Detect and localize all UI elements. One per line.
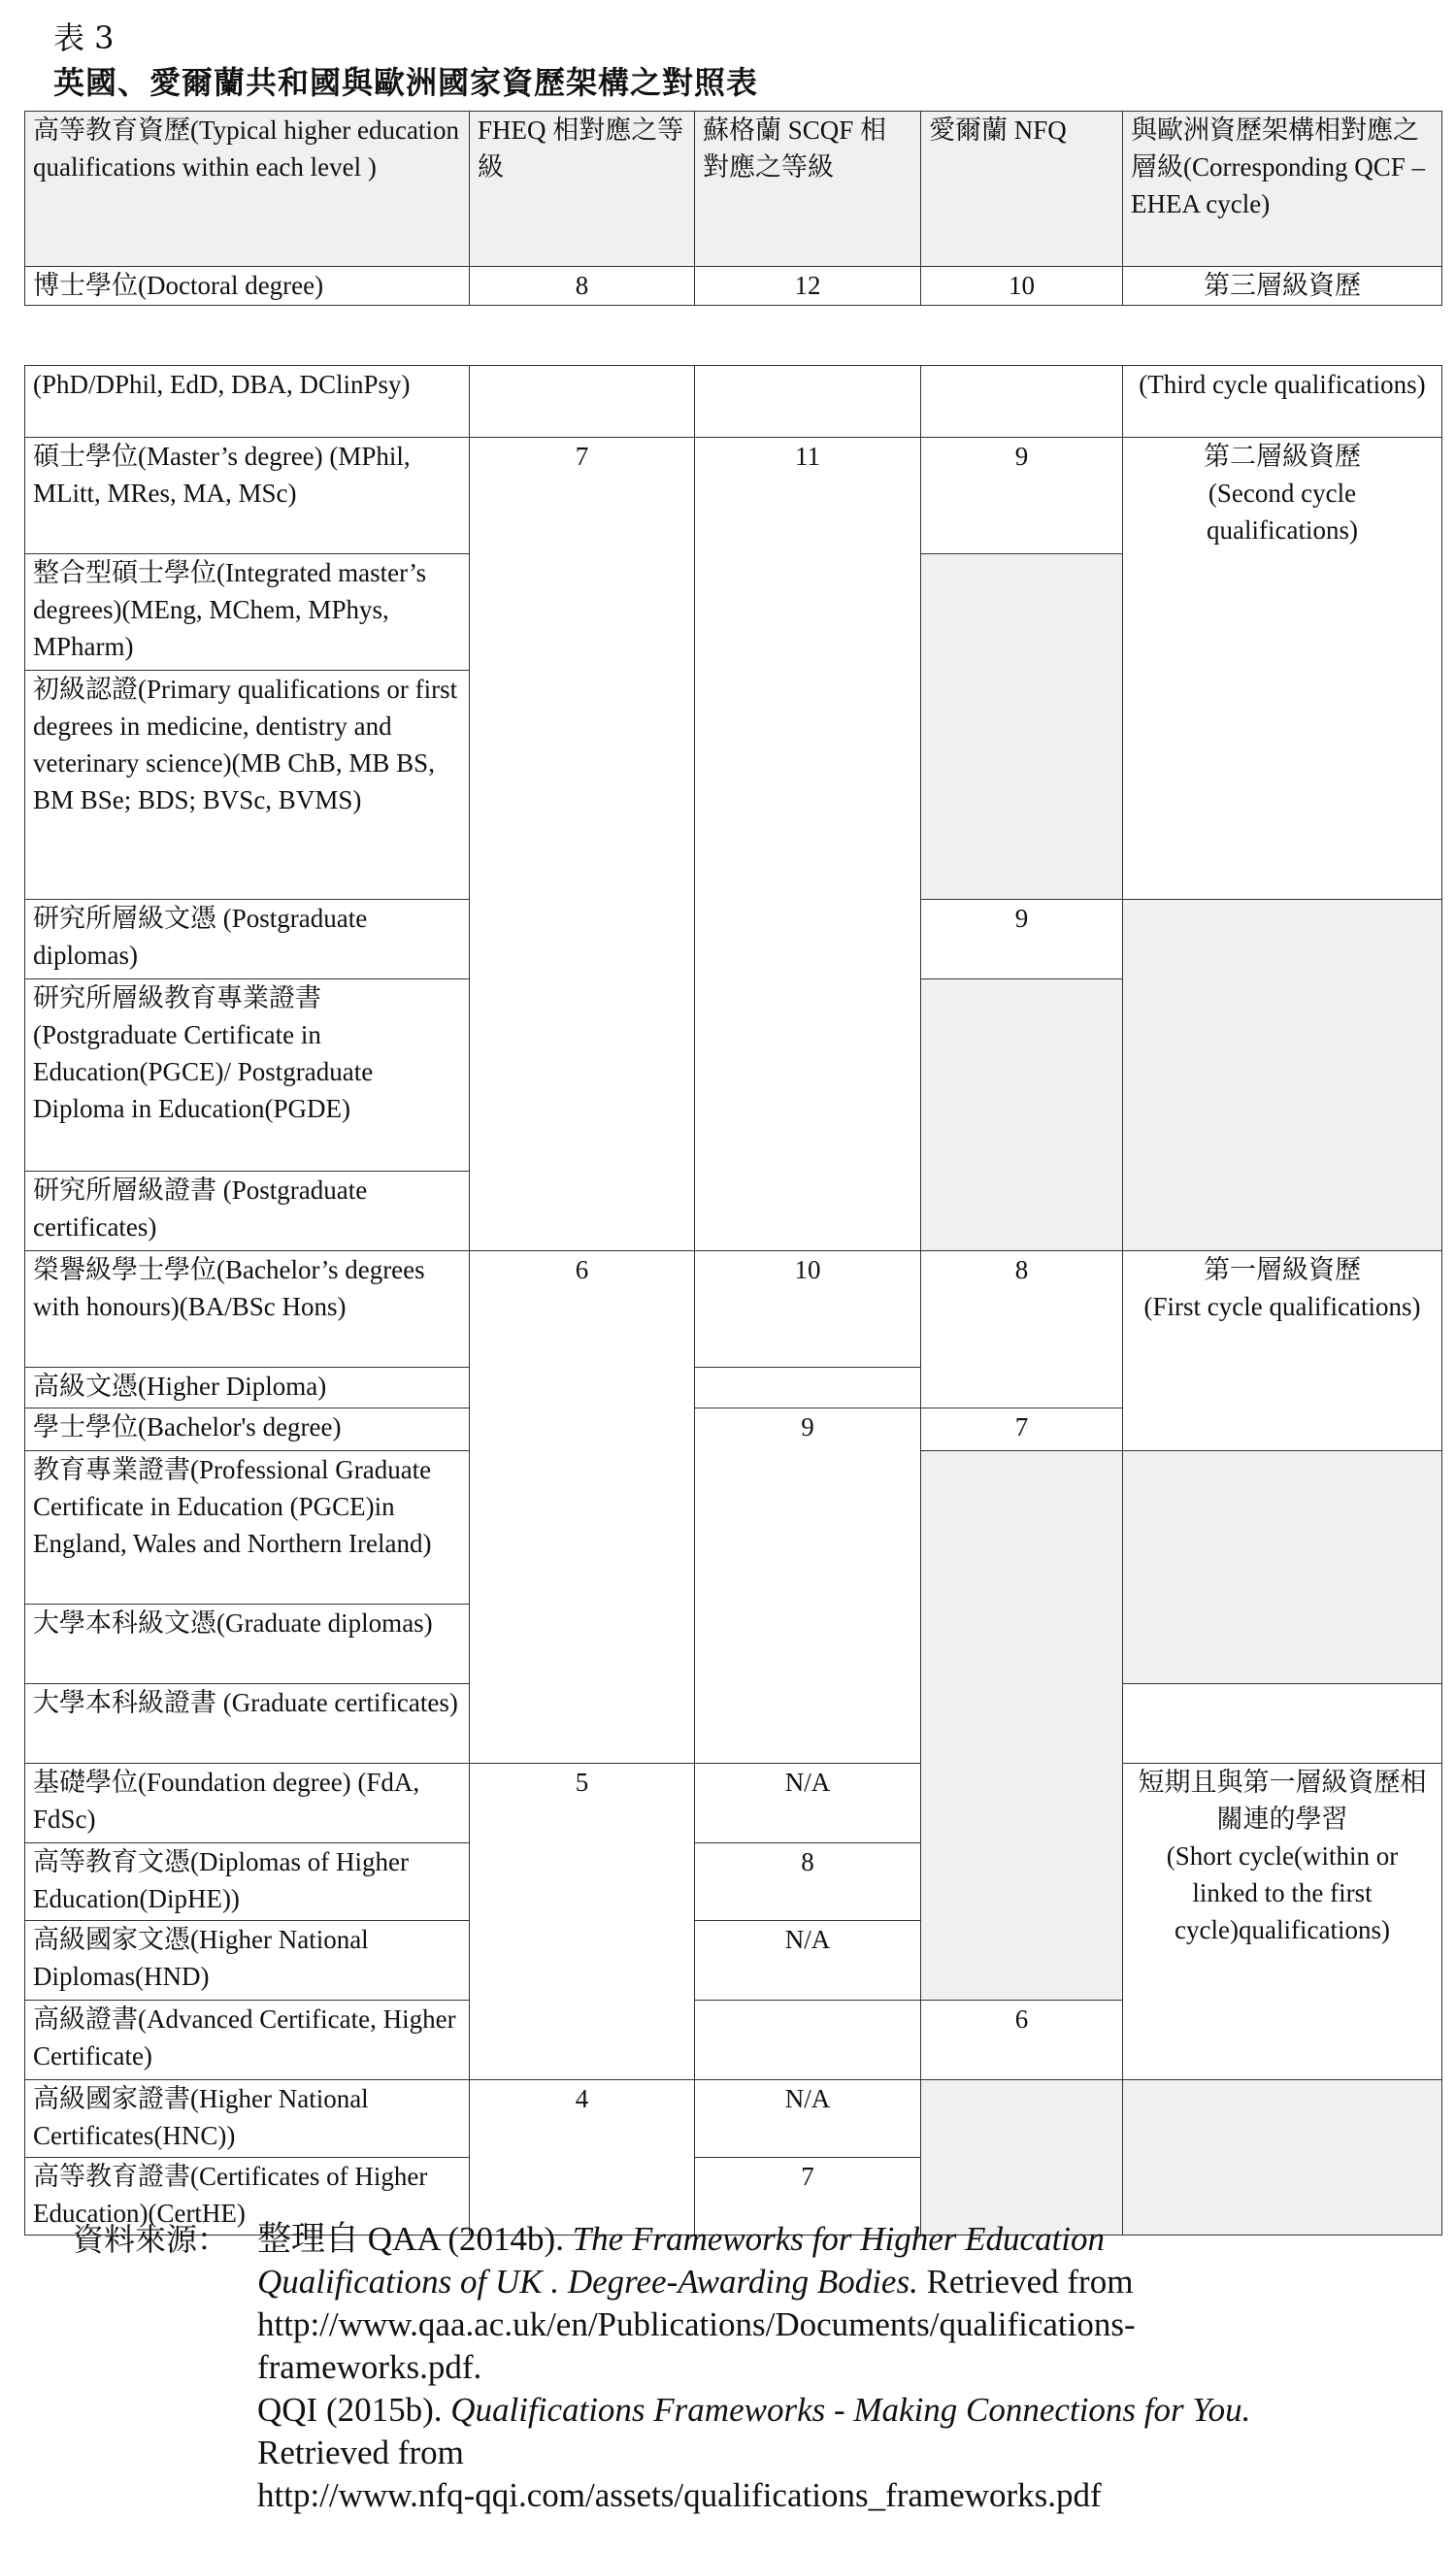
table-title: 英國、愛爾蘭共和國與歐洲國家資歷架構之對照表 (53, 64, 759, 101)
empty-cell (470, 979, 695, 1172)
qual-dip-he: 高等教育文憑(Diplomas of Higher Education(DipHE)) (25, 1843, 470, 1921)
nfq-7: 7 (921, 1408, 1123, 1451)
empty-cell (921, 554, 1123, 671)
table-row (25, 554, 1442, 671)
nfq-10: 10 (921, 267, 1123, 306)
table-row (25, 1251, 1442, 1368)
header-cycle: 與歐洲資歷架構相對應之層級(Corresponding QCF –EHEA cycle) (1123, 112, 1442, 267)
scqf-na-3: N/A (695, 2080, 921, 2158)
empty-cell (1123, 671, 1442, 900)
source-url-qaa-1: http://www.qaa.ac.uk/en/Publications/Documents/qualifications- (257, 2305, 1136, 2343)
qual-hnd: 高級國家文憑(Higher National Diplomas(HND) (25, 1921, 470, 2001)
cycle-third-zh: 第三層級資歷 (1123, 267, 1442, 306)
source-qaa-prefix: 整理自 QAA (2014b). (257, 2220, 573, 2258)
source-line-5 (257, 2389, 1432, 2432)
qual-advanced: 高級證書(Advanced Certificate, Higher Certificate) (25, 2001, 470, 2080)
nfq-9b: 9 (921, 900, 1123, 979)
empty-cell (921, 1172, 1123, 1251)
empty-cell (470, 1451, 695, 1605)
source-qqi-title: Qualifications Frameworks - Making Connections for You. (450, 2391, 1251, 2429)
qual-prof-grad: 教育專業證書(Professional Graduate Certificate in Education (PGCE)in England, Wales and Northern Ireland) (25, 1451, 470, 1605)
table-row (25, 1408, 1442, 1451)
cycle-short-en: (Short cycle(within or linked to the first cycle)qualifications) (1166, 1841, 1399, 1944)
qual-grad-cert: 大學本科級證書 (Graduate certificates) (25, 1684, 470, 1764)
fheq-8: 8 (470, 267, 695, 306)
header-scqf: 蘇格蘭 SCQF 相對應之等級 (695, 112, 921, 267)
table-row (25, 1368, 1442, 1408)
cycle-second-zh: 第二層級資歷 (1204, 442, 1361, 471)
table-row (25, 1684, 1442, 1764)
scqf-11: 11 (695, 438, 921, 554)
qual-grad-diploma: 大學本科級文憑(Graduate diplomas) (25, 1605, 470, 1684)
source-qaa-title-1: The Frameworks for Higher Education (572, 2220, 1106, 2258)
table-row (25, 366, 1442, 438)
qual-doctoral-cont: (PhD/DPhil, EdD, DBA, DClinPsy) (25, 366, 470, 438)
empty-cell (921, 1684, 1123, 1764)
empty-cell (1123, 1172, 1442, 1251)
cycle-second (1123, 438, 1442, 554)
empty-cell (470, 900, 695, 979)
source-qqi-prefix: QQI (2015b). (257, 2391, 451, 2429)
empty-cell (470, 2001, 695, 2080)
empty-cell (921, 1764, 1123, 1843)
qual-hnc: 高級國家證書(Higher National Certificates(HNC)) (25, 2080, 470, 2158)
table-number: 表 3 (53, 19, 115, 56)
empty-cell (921, 671, 1123, 900)
fheq-5: 5 (470, 1764, 695, 1843)
source-retrieved-1: Retrieved from (917, 2263, 1134, 2301)
table-header-row (25, 112, 1442, 267)
source-line-1 (257, 2218, 1432, 2261)
empty-cell (1123, 979, 1442, 1172)
fheq-6: 6 (470, 1251, 695, 1368)
empty-cell (921, 979, 1123, 1172)
table-row (25, 438, 1442, 554)
table-row (25, 2080, 1442, 2158)
fheq-7: 7 (470, 438, 695, 554)
qual-master: 碩士學位(Master’s degree) (MPhil, MLitt, MRes, MA, MSc) (25, 438, 470, 554)
empty-cell (470, 1921, 695, 2001)
nfq-8: 8 (921, 1251, 1123, 1368)
source-qaa-title-2: Qualifications of UK . Degree-Awarding Bodies. (257, 2263, 918, 2301)
empty-cell (470, 1172, 695, 1251)
empty-cell (695, 671, 921, 900)
header-nfq: 愛爾蘭 NFQ (921, 112, 1123, 267)
nfq-6: 6 (921, 2001, 1123, 2080)
qual-doctoral: 博士學位(Doctoral degree) (25, 267, 470, 306)
empty-cell (921, 1368, 1123, 1408)
table-row (25, 1605, 1442, 1684)
table-row (25, 671, 1442, 900)
qual-foundation: 基礎學位(Foundation degree) (FdA, FdSc) (25, 1764, 470, 1843)
cycle-first-zh: 第一層級資歷 (1204, 1255, 1361, 1284)
empty-cell (1123, 2080, 1442, 2158)
empty-cell (695, 2001, 921, 2080)
scqf-9: 9 (695, 1408, 921, 1451)
cycle-first (1123, 1251, 1442, 1368)
page-gap-row (25, 306, 1442, 366)
cycle-short-zh: 短期且與第一層級資歷相關連的學習 (1138, 1768, 1427, 1834)
cycle-first-en: (First cycle qualifications) (1143, 1292, 1421, 1321)
cycle-third-en: (Third cycle qualifications) (1123, 366, 1442, 438)
empty-cell (1123, 1684, 1442, 1764)
qual-pgce: 研究所層級教育專業證書(Postgraduate Certificate in Education(PGCE)/ Postgraduate Diploma in Education(PGDE) (25, 979, 470, 1172)
empty-cell (695, 1451, 921, 1605)
empty-cell (470, 366, 695, 438)
qual-pg-diploma: 研究所層級文憑 (Postgraduate diplomas) (25, 900, 470, 979)
empty-cell (470, 1605, 695, 1684)
source-line-2 (257, 2261, 1432, 2303)
empty-cell (1123, 1451, 1442, 1605)
empty-cell (470, 1684, 695, 1764)
cycle-short (1123, 1764, 1442, 2080)
qual-higher-diploma: 高級文憑(Higher Diploma) (25, 1368, 470, 1408)
scqf-10: 10 (695, 1251, 921, 1368)
empty-cell (470, 1368, 695, 1408)
table-row (25, 900, 1442, 979)
empty-cell (921, 1921, 1123, 2001)
qual-cert-he: 高等教育證書(Certificates of Higher Education)(CertHE) (25, 2158, 470, 2236)
empty-cell (470, 554, 695, 671)
empty-cell (695, 1368, 921, 1408)
empty-cell (695, 900, 921, 979)
scqf-12: 12 (695, 267, 921, 306)
table-row (25, 1764, 1442, 1843)
scqf-na-1: N/A (695, 1764, 921, 1843)
table-row (25, 1451, 1442, 1605)
nfq-9: 9 (921, 438, 1123, 554)
qual-bachelor: 學士學位(Bachelor's degree) (25, 1408, 470, 1451)
qual-honours: 榮譽級學士學位(Bachelor’s degrees with honours)(BA/BSc Hons) (25, 1251, 470, 1368)
scqf-8: 8 (695, 1843, 921, 1921)
scqf-7: 7 (695, 2158, 921, 2236)
qualifications-table (24, 111, 1442, 2236)
source-label: 資料來源： (73, 2221, 229, 2258)
qual-integrated: 整合型碩士學位(Integrated master’s degrees)(MEng, MChem, MPhys, MPharm) (25, 554, 470, 671)
table-row (25, 267, 1442, 306)
header-qualification: 高等教育資歷(Typical higher education qualifications within each level ) (25, 112, 470, 267)
empty-cell (921, 366, 1123, 438)
empty-cell (1123, 1408, 1442, 1451)
table-row (25, 1172, 1442, 1251)
source-body (257, 2218, 1432, 2517)
source-url-qqi: http://www.nfq-qqi.com/assets/qualifications_frameworks.pdf (257, 2476, 1102, 2514)
empty-cell (921, 1843, 1123, 1921)
empty-cell (1123, 1368, 1442, 1408)
empty-cell (470, 1843, 695, 1921)
empty-cell (921, 1605, 1123, 1684)
gap-cell (25, 306, 1442, 366)
empty-cell (921, 2080, 1123, 2158)
empty-cell (470, 1408, 695, 1451)
table-row (25, 979, 1442, 1172)
empty-cell (695, 979, 921, 1172)
empty-cell (695, 554, 921, 671)
empty-cell (695, 366, 921, 438)
empty-cell (695, 1684, 921, 1764)
source-retrieved-2: Retrieved from (257, 2434, 464, 2471)
empty-cell (1123, 900, 1442, 979)
empty-cell (921, 1451, 1123, 1605)
empty-cell (695, 1172, 921, 1251)
empty-cell (470, 671, 695, 900)
source-url-qaa-2: frameworks.pdf. (257, 2348, 482, 2386)
empty-cell (1123, 554, 1442, 671)
empty-cell (695, 1605, 921, 1684)
cycle-second-en: (Second cycle qualifications) (1207, 479, 1358, 545)
fheq-4: 4 (470, 2080, 695, 2158)
scqf-na-2: N/A (695, 1921, 921, 2001)
empty-cell (1123, 1605, 1442, 1684)
qual-pg-cert: 研究所層級證書 (Postgraduate certificates) (25, 1172, 470, 1251)
header-fheq: FHEQ 相對應之等級 (470, 112, 695, 267)
qual-primary: 初級認證(Primary qualifications or first degrees in medicine, dentistry and veterinary science)(MB ChB, MB BS, BM BSe; BDS; BVSc, BVMS) (25, 671, 470, 900)
